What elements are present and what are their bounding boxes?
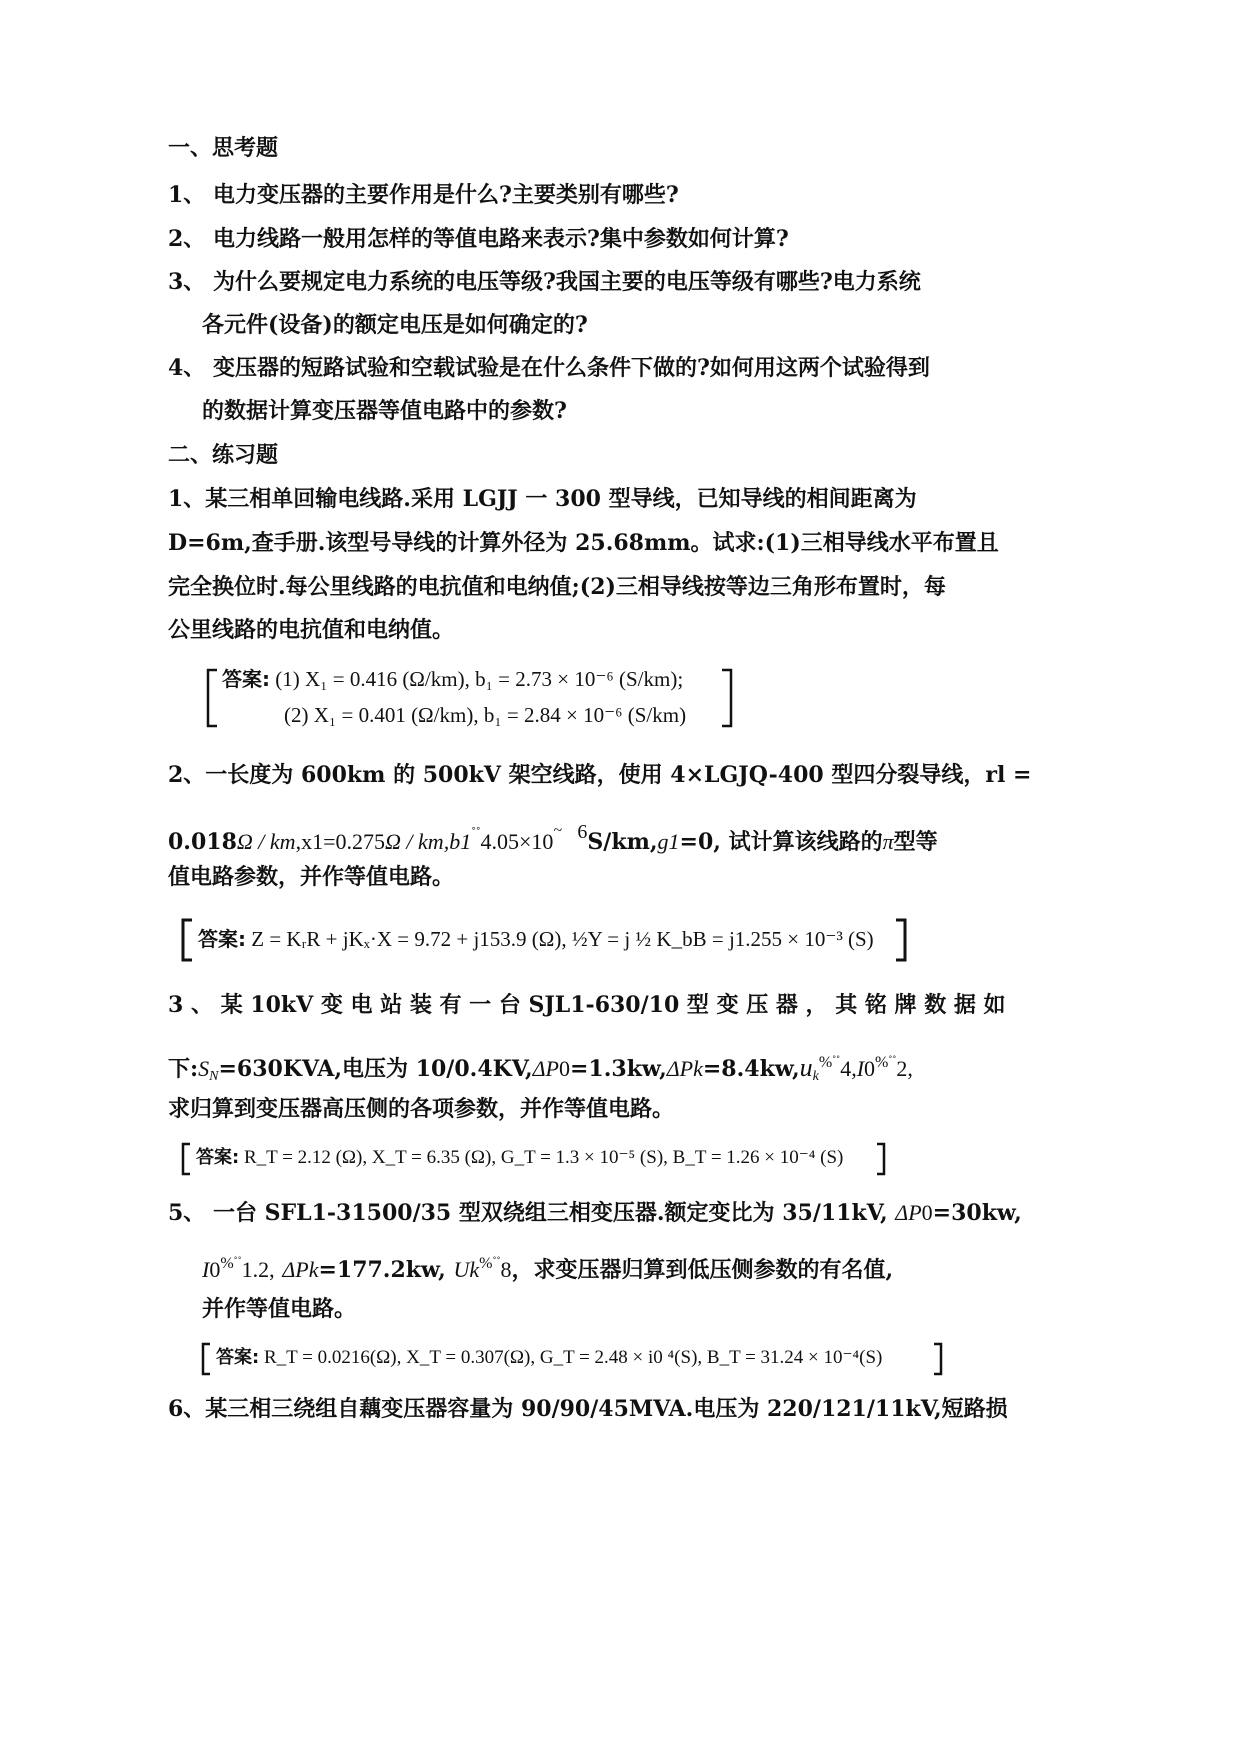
left-bracket-icon — [205, 668, 219, 728]
problem-1-line1: 1、某三相单回输电线路.采用 LGJJ 一 300 型导线，已知导线的相间距离为 — [168, 486, 917, 512]
answer-1-part2: (2) X₁ = 0.401 (Ω/km), b₁ = 2.84 × 10⁻⁶ (S/km) — [284, 703, 687, 727]
answer-label-5: 答案: — [216, 1347, 260, 1368]
problem-1-line3: 完全换位时.每公里线路的电抗值和电纳值;(2)三相导线按等边三角形布置时，每 — [168, 574, 946, 600]
answer-2-formula: Z = KᵣR + jKₓ·X = 9.72 + j153.9 (Ω), ½Y = j ½ K_bB = j1.255 × 10⁻³ (S) — [251, 927, 874, 951]
problem-1-line2: D=6m,查手册.该型号导线的计算外径为 25.68mm。试求:(1)三相导线水平布置且 — [168, 530, 999, 556]
answer-label-2: 答案: — [198, 927, 246, 951]
problem-6-line1: 6、某三相三绕组自藕变压器容量为 90/90/45MVA.电压为 220/121/11kV,短路损 — [168, 1396, 1008, 1422]
section-heading-exercises: 二、练习题 — [168, 442, 279, 468]
question-1: 1、 电力变压器的主要作用是什么?主要类别有哪些? — [168, 182, 679, 208]
left-bracket-icon — [180, 918, 194, 962]
problem-3-line2: 下$:S_N=630KVA$,电压为 $10/0.4KV,\Delta P0=1.3kw,\Delta Pk=8.4kw,u_k^{\%˚˚}4,I0^{\%˚˚}2$, — [168, 1053, 913, 1084]
problem-5-line1: 5、 一台 SFL1-31500/35 型双绕组三相变压器.额定变比为 35/11kV, ΔP0=30kw, — [168, 1200, 1022, 1226]
problem-1-line4: 公里线路的电抗值和电纳值。 — [168, 617, 455, 643]
problem-5-line2: I0%˚˚1.2, ΔPk=177.2kw, Uk%˚˚8，求变压器归算到低压侧参数的有名值, — [202, 1254, 894, 1283]
answer-1-part1: (1) X₁ = 0.416 (Ω/km), b₁ = 2.73 × 10⁻⁶ (S/km); — [275, 667, 684, 691]
right-bracket-icon — [894, 918, 908, 962]
answer-3-formula: R_T = 2.12 (Ω), X_T = 6.35 (Ω), G_T = 1.3 × 10⁻⁵ (S), B_T = 1.26 × 10⁻⁴ (S) — [243, 1147, 844, 1168]
problem-2-line3: 值电路参数，并作等值电路。 — [168, 864, 455, 890]
left-bracket-icon — [180, 1142, 192, 1176]
question-2: 2、 电力线路一般用怎样的等值电路来表示?集中参数如何计算? — [168, 226, 789, 252]
problem-3-line3: 求归算到变压器高压侧的各项参数，并作等值电路。 — [168, 1096, 675, 1122]
question-3-line2: 各元件(设备)的额定电压是如何确定的? — [202, 312, 588, 338]
right-bracket-icon — [720, 668, 734, 728]
answer-label-3: 答案: — [196, 1147, 240, 1168]
answer-label-1: 答案: — [222, 667, 270, 691]
problem-2-line1: 2、一长度为 600km 的 500kV 架空线路，使用 4×LGJQ-400 型四分裂导线，rl = — [168, 762, 1032, 788]
question-4-line1: 4、 变压器的短路试验和空载试验是在什么条件下做的?如何用这两个试验得到 — [168, 355, 930, 381]
question-3-line1: 3、 为什么要规定电力系统的电压等级?我国主要的电压等级有哪些?电力系统 — [168, 269, 921, 295]
question-4-line2: 的数据计算变压器等值电路中的参数? — [202, 398, 567, 424]
right-bracket-icon — [875, 1142, 887, 1176]
section-heading-thinking: 一、思考题 — [168, 135, 279, 161]
left-bracket-icon — [200, 1342, 212, 1376]
right-bracket-icon — [932, 1342, 944, 1376]
problem-5-line3: 并作等值电路。 — [202, 1296, 357, 1322]
answer-5-formula: R_T = 0.0216(Ω), X_T = 0.307(Ω), G_T = 2.48 × i0 ⁴(S), B_T = 31.24 × 10⁻⁴(S) — [263, 1347, 883, 1368]
problem-2-line2: 0.018Ω / km,x1=0.275Ω / km,b1˚˚4.05×10~ 6S/km,g1=0, 试计算该线路的π型等 — [168, 821, 938, 855]
problem-3-line1: 3 、 某 10kV 变 电 站 装 有 一 台 SJL1-630/10 型 变 压 器 ， 其 铭 牌 数 据 如 — [168, 992, 1006, 1018]
